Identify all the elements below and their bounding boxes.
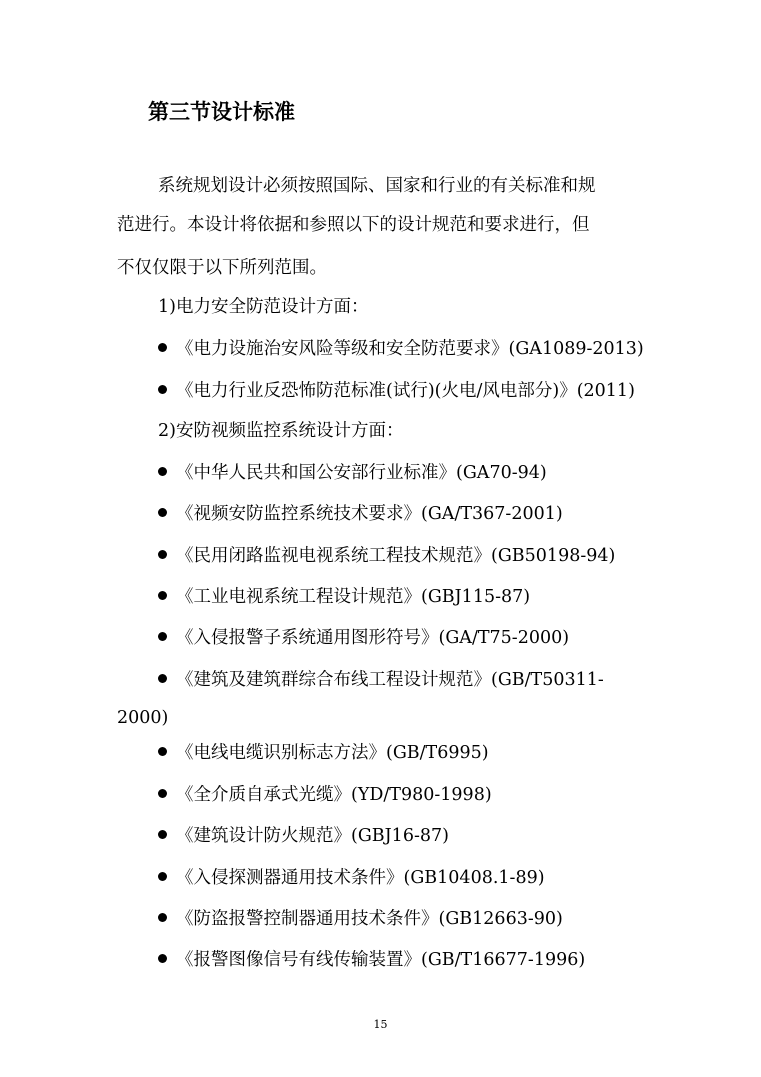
bullet-icon (158, 385, 167, 394)
standard-item-text: 《电力设施治安风险等级和安全防范要求》(GA1089-2013) (176, 339, 644, 359)
list-item (158, 866, 545, 890)
intro-line-2: 范进行。本设计将依据和参照以下的设计规范和要求进行，但 (117, 215, 590, 235)
bullet-icon (158, 674, 167, 683)
list-item (158, 824, 449, 848)
intro-line-1: 系统规划设计必须按照国际、国家和行业的有关标准和规 (158, 176, 596, 196)
standard-item-text: 《民用闭路监视电视系统工程技术规范》(GB50198-94) (176, 546, 616, 566)
list-item (158, 668, 604, 692)
standard-item-text: 《入侵报警子系统通用图形符号》(GA/T75-2000) (176, 628, 570, 648)
bullet-icon (158, 508, 167, 517)
list-item (158, 907, 563, 931)
list-item (158, 626, 569, 650)
standard-item-text: 《中华人民共和国公安部行业标准》(GA70-94) (176, 463, 547, 483)
standard-item-text: 《工业电视系统工程设计规范》(GBJ115-87) (176, 587, 531, 607)
list-item (158, 337, 644, 361)
bullet-icon (158, 789, 167, 798)
standard-item-text: 《电力行业反恐怖防范标准(试行)(火电/风电部分)》(2011) (176, 381, 635, 401)
standard-item-text: 《建筑及建筑群综合布线工程设计规范》(GB/T50311- (176, 670, 604, 690)
standard-item-text: 《报警图像信号有线传输装置》(GB/T16677-1996) (176, 950, 586, 970)
standard-item-text: 《防盗报警控制器通用技术条件》(GB12663-90) (176, 909, 563, 929)
bullet-icon (158, 954, 167, 963)
bullet-icon (158, 550, 167, 559)
standard-item-text: 《全介质自承式光缆》(YD/T980-1998) (176, 785, 492, 805)
list-item (158, 502, 563, 526)
list-item-wrap: 2000) (117, 708, 169, 728)
bullet-icon (158, 632, 167, 641)
bullet-icon (158, 830, 167, 839)
bullet-icon (158, 913, 167, 922)
list-item (158, 585, 530, 609)
standard-item-text: 《入侵探测器通用技术条件》(GB10408.1-89) (176, 868, 545, 888)
bullet-icon (158, 591, 167, 600)
list-item (158, 741, 489, 765)
standard-item-text: 《电线电缆识别标志方法》(GB/T6995) (176, 743, 489, 763)
standard-item-text: 《建筑设计防火规范》(GBJ16-87) (176, 826, 449, 846)
page-number: 15 (373, 1018, 388, 1031)
group1-heading: 1)电力安全防范设计方面： (158, 297, 369, 317)
bullet-icon (158, 872, 167, 881)
group2-heading: 2)安防视频监控系统设计方面： (158, 421, 404, 441)
list-item (158, 379, 635, 403)
section-title: 第三节设计标准 (148, 100, 295, 124)
bullet-icon (158, 343, 167, 352)
list-item (158, 948, 585, 972)
list-item (158, 783, 492, 807)
bullet-icon (158, 467, 167, 476)
list-item (158, 544, 615, 568)
standard-item-text: 《视频安防监控系统技术要求》(GA/T367-2001) (176, 504, 563, 524)
bullet-icon (158, 747, 167, 756)
intro-line-3: 不仅仅限于以下所列范围。 (117, 258, 327, 278)
list-item (158, 461, 547, 485)
